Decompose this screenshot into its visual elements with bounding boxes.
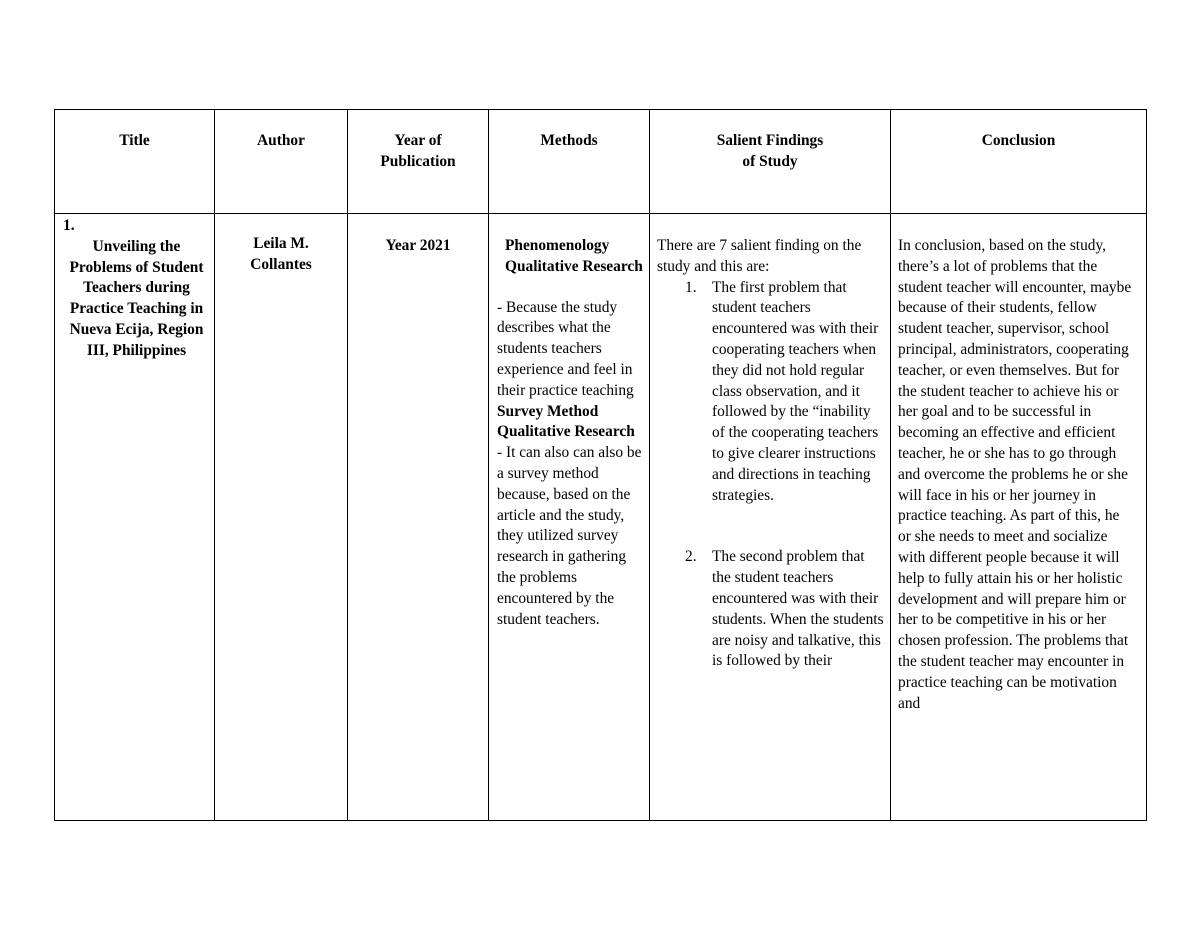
finding-text: The first problem that student teachers encountered was with their cooperating teachers when they did not hold regular class observation, and it followed by the “inability of the cooperating teachers to give clearer instructions and directions in teaching strategies. [712,278,879,504]
header-year-line2: Publication [380,152,456,170]
method-text-survey: - It can also can also be a survey method because, based on the article and the study, they utilized survey research in gathering the problems encountered by the student teachers. [497,444,642,628]
finding-text: The second problem that the student teachers encountered was with their students. When the students are noisy and talkative, this is followed by their [712,548,884,670]
header-author-label: Author [257,132,305,149]
list-item [657,547,884,672]
cell-author [215,214,348,821]
header-findings [650,110,891,214]
header-year-label [348,110,488,173]
header-findings-line2: of Study [742,152,798,170]
cell-findings [650,214,891,821]
findings-list [657,278,884,673]
header-author [215,110,348,214]
author-line1: Leila M. [253,235,309,252]
header-title [55,110,215,214]
header-methods-label: Methods [540,132,598,149]
study-title: Unveiling the Problems of Student Teachers during Practice Teaching in Nueva Ecija, Region III, Philippines [69,237,204,359]
cell-title [55,214,215,821]
header-year [348,110,489,214]
list-item [657,278,884,507]
header-conclusion-label: Conclusion [981,132,1056,149]
method-text-phenomenology: - Because the study describes what the students teachers experience and feel in their practice teaching [497,298,634,399]
header-conclusion [891,110,1147,214]
method-heading-phenomenology: Phenomenology Qualitative Research [505,237,643,275]
table-row [55,214,1147,821]
cell-conclusion [891,214,1147,821]
header-findings-line1: Salient Findings [716,132,824,149]
finding-number: 1. [685,278,697,296]
row-number: 1. [63,217,75,234]
publication-year: Year 2021 [385,237,451,254]
header-year-line1: Year of [394,132,442,149]
header-findings-label [650,110,890,173]
literature-review-table [54,109,1147,821]
findings-intro: There are 7 salient finding on the study and this are: [657,237,862,275]
table-header-row [55,110,1147,214]
conclusion-text: In conclusion, based on the study, there’s a lot of problems that the student teacher will encounter, maybe because of their students, fellow student teacher, supervisor, school principal, administrators, cooperating teacher, or even themselves. But for the student teacher to achieve his or her goal and to be successful in becoming an effective and efficient teacher, he or she has to go through and overcome the problems he or she will face in his or her journey in practice teaching. As part of this, he or she needs to meet and socialize with different people because it will help to fully attain his or her holistic development and will prepare him or her to be competitive in his or her chosen profession. The problems that the student teacher may encounter in practice teaching can be motivation and [898,237,1132,712]
method-heading-survey: Survey Method Qualitative Research [497,402,635,441]
cell-methods [489,214,650,821]
header-title-label: Title [119,132,150,149]
cell-year [348,214,489,821]
author-line2: Collantes [250,255,312,273]
finding-number: 2. [685,548,697,566]
header-methods [489,110,650,214]
